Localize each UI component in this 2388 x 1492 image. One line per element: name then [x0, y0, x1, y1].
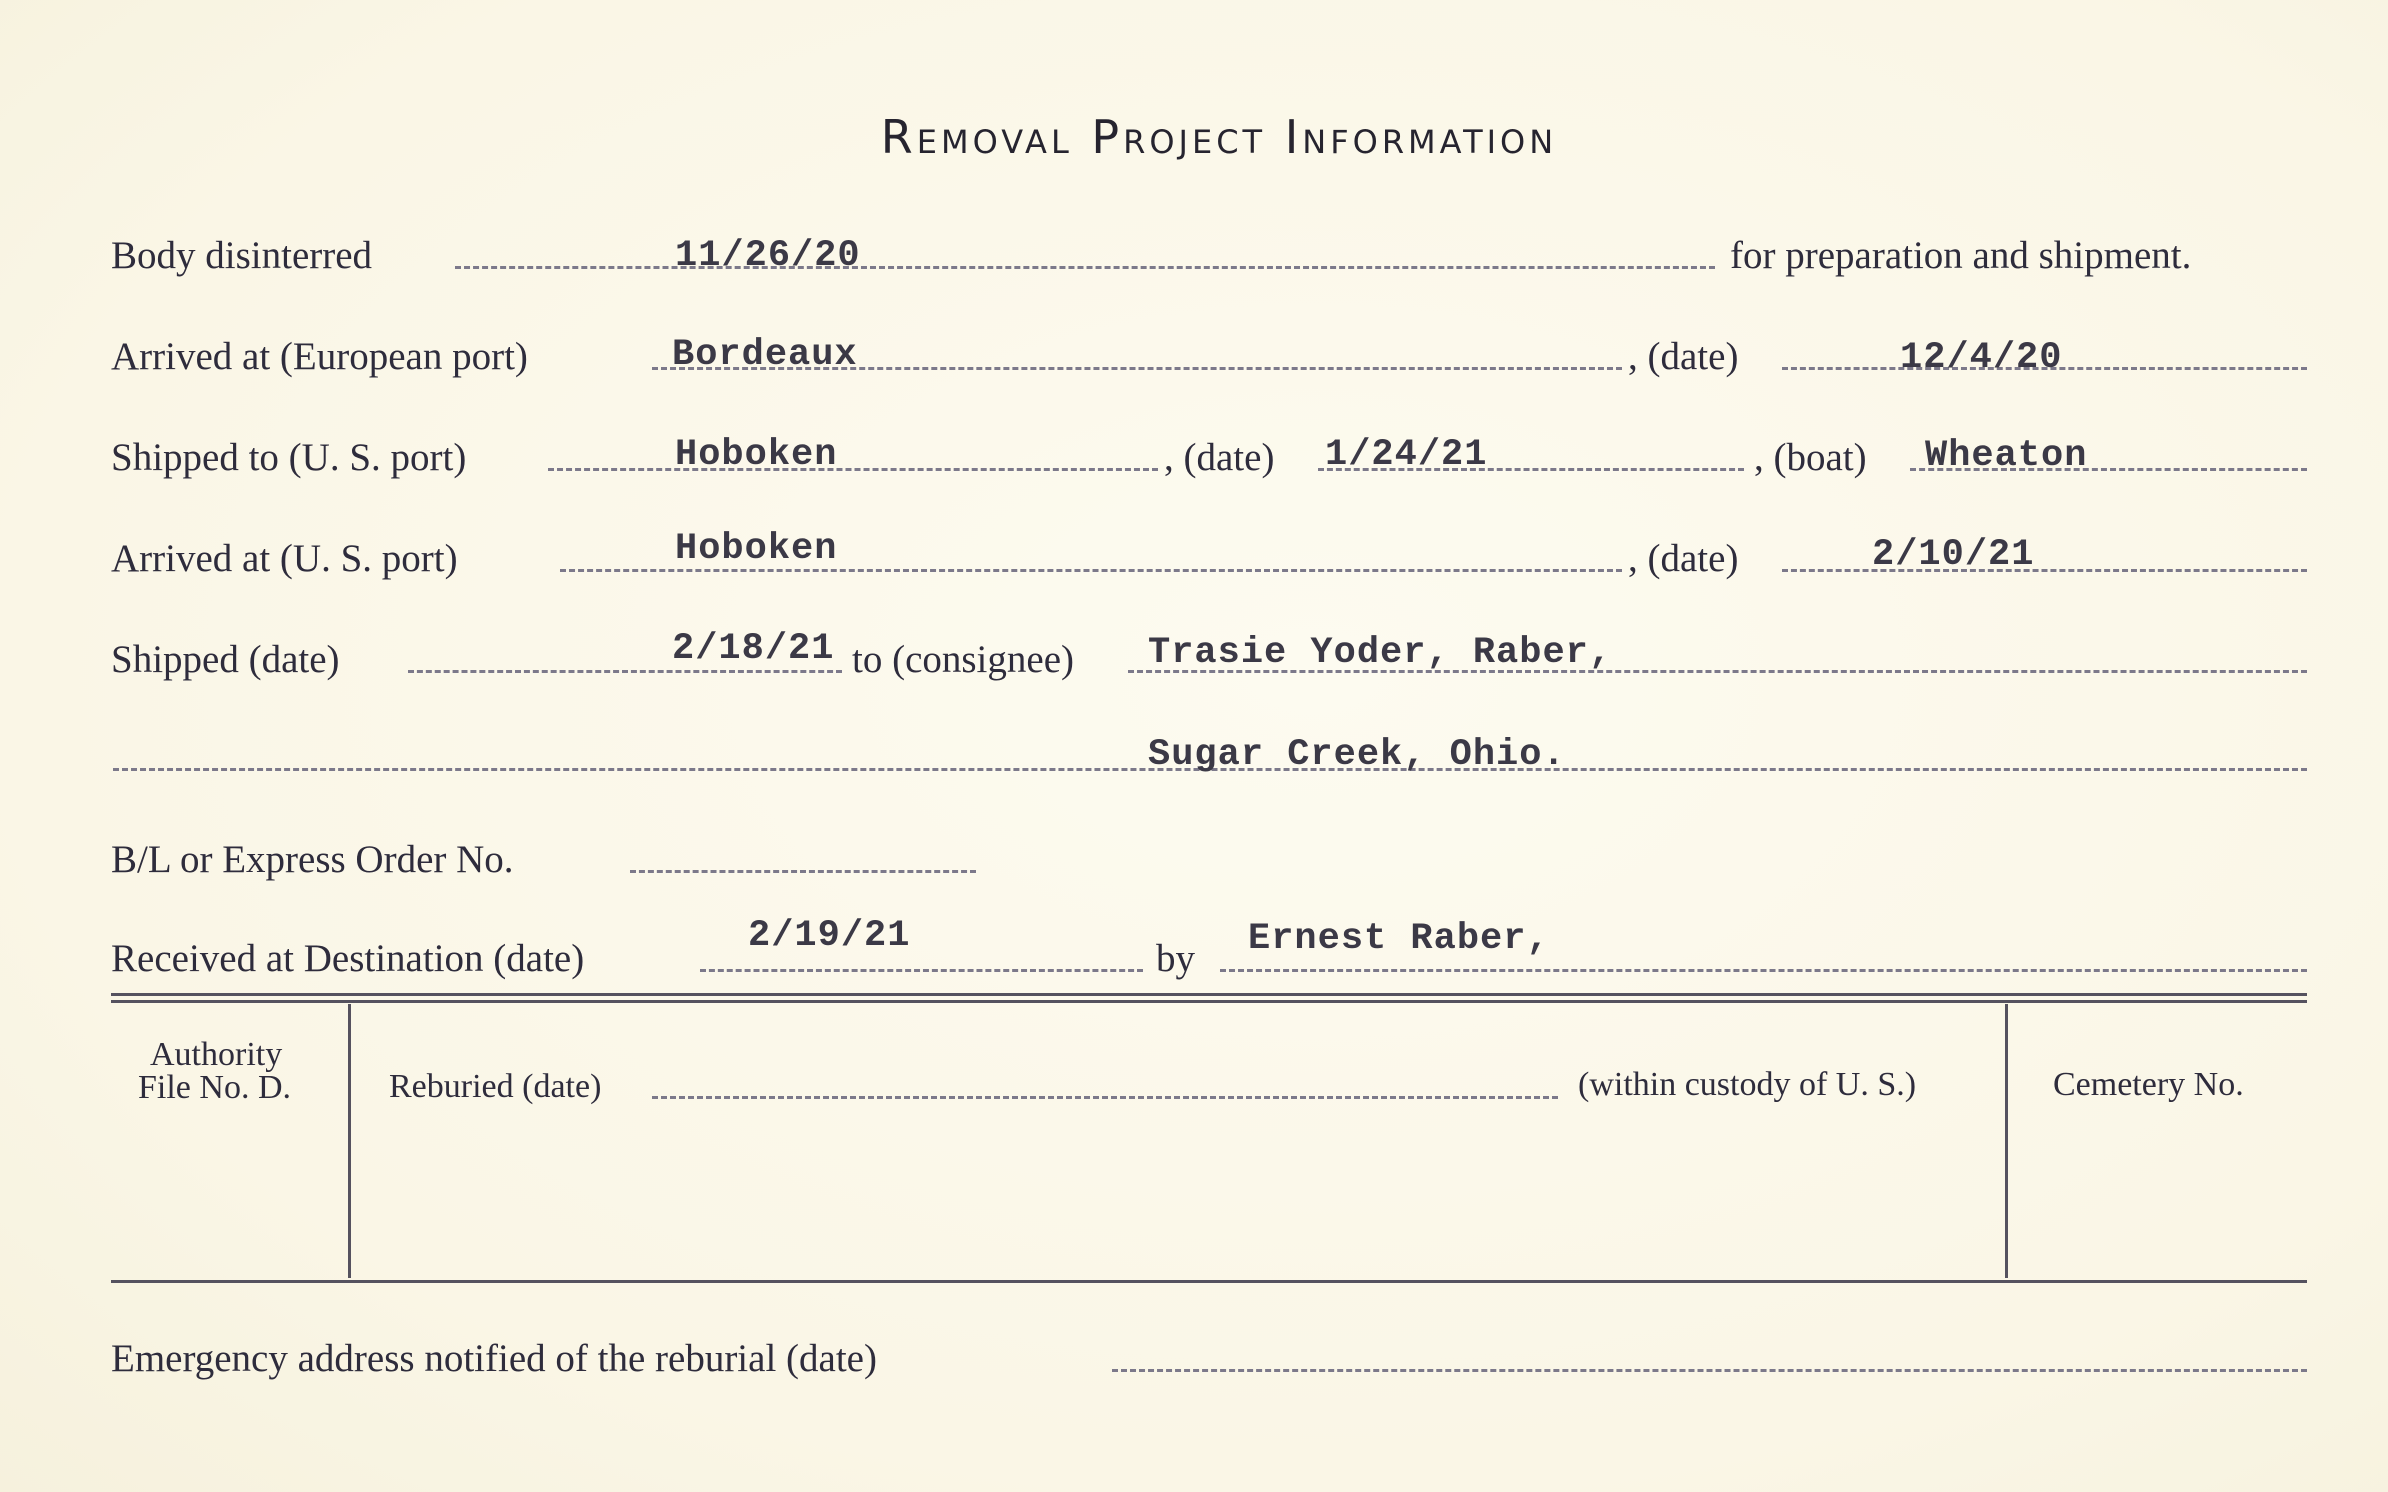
- arrived-us-date-label: , (date): [1628, 537, 1739, 580]
- shipped-label: Shipped (date): [111, 638, 340, 681]
- arrived-us-value: Hoboken: [675, 528, 838, 570]
- shipped-us-boat: Wheaton: [1925, 435, 2088, 477]
- cemetery-label: Cemetery No.: [2053, 1066, 2244, 1103]
- shipped-us-label: Shipped to (U. S. port): [111, 436, 467, 479]
- euro-port-date: 12/4/20: [1900, 337, 2063, 379]
- shipped-us-line: [548, 468, 1158, 471]
- bl-line: [630, 870, 976, 873]
- disinterred-suffix: for preparation and shipment.: [1730, 234, 2192, 277]
- consignee-address: Sugar Creek, Ohio.: [1148, 734, 1566, 776]
- arrived-us-label: Arrived at (U. S. port): [111, 537, 458, 580]
- consignee-label: to (consignee): [852, 638, 1075, 681]
- box-divider-left: [348, 1004, 351, 1278]
- bl-label: B/L or Express Order No.: [111, 838, 514, 881]
- box-divider-right: [2005, 1004, 2008, 1278]
- shipped-date: 2/18/21: [672, 628, 835, 670]
- reburied-line: [652, 1096, 1558, 1099]
- received-date-line: [700, 969, 1143, 972]
- arrived-us-date-line: [1782, 569, 2307, 572]
- shipped-us-date: 1/24/21: [1325, 434, 1488, 476]
- received-date: 2/19/21: [748, 915, 911, 957]
- file-no-label: File No. D.: [138, 1069, 291, 1106]
- received-label: Received at Destination (date): [111, 937, 585, 980]
- received-by-label: by: [1156, 937, 1195, 980]
- shipped-us-value: Hoboken: [675, 434, 838, 476]
- disinterred-line: [455, 266, 1715, 269]
- euro-port-date-label: , (date): [1628, 335, 1739, 378]
- shipped-us-date-label: , (date): [1164, 436, 1275, 479]
- shipped-us-boat-label: , (boat): [1754, 436, 1867, 479]
- box-top-rule: [111, 993, 2307, 996]
- consignee-name: Trasie Yoder, Raber,: [1148, 632, 1613, 674]
- disinterred-date: 11/26/20: [675, 235, 861, 277]
- arrived-us-date: 2/10/21: [1872, 534, 2035, 576]
- box-bottom-rule: [111, 1280, 2307, 1283]
- received-by-line: [1220, 969, 2307, 972]
- emergency-label: Emergency address notified of the reburial (date): [111, 1337, 877, 1380]
- received-by: Ernest Raber,: [1248, 918, 1550, 960]
- euro-port-label: Arrived at (European port): [111, 335, 528, 378]
- euro-port-value: Bordeaux: [672, 334, 858, 376]
- authority-label: Authority: [150, 1036, 283, 1073]
- reburied-label: Reburied (date): [389, 1068, 602, 1105]
- emergency-line: [1112, 1369, 2307, 1372]
- card-title: Removal Project Information: [880, 110, 1558, 164]
- box-top-rule-2: [111, 1000, 2307, 1003]
- shipped-date-line: [408, 670, 842, 673]
- custody-label: (within custody of U. S.): [1578, 1066, 1917, 1103]
- disinterred-label: Body disinterred: [111, 234, 373, 277]
